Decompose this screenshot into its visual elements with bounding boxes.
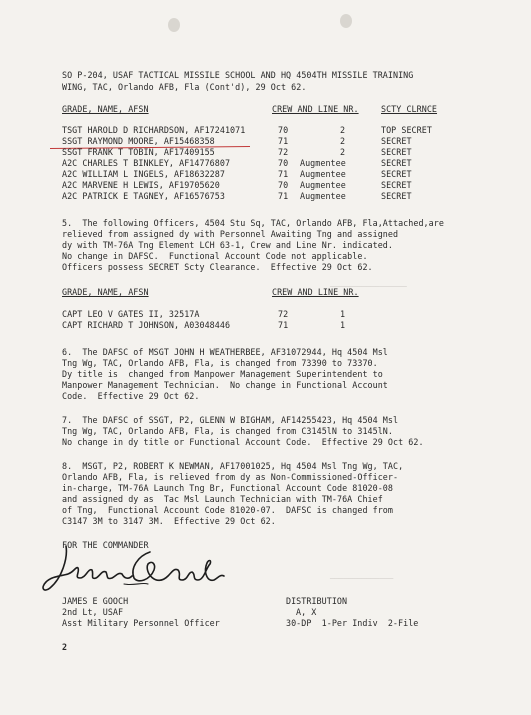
row-name: TSGT HAROLD D RICHARDSON, AF17241071	[62, 125, 246, 135]
signer-title: Asst Military Personnel Officer	[62, 618, 220, 628]
row-name: CAPT LEO V GATES II, 32517A	[62, 309, 200, 319]
row-name: CAPT RICHARD T JOHNSON, A03048446	[62, 320, 231, 330]
row-crew: 70	[278, 158, 289, 168]
row-crew: 70	[278, 125, 289, 135]
row-scty: SECRET	[381, 147, 412, 157]
row-crew: 72	[278, 309, 289, 319]
table1-header-crew: CREW AND LINE NR.	[272, 104, 359, 114]
table2-header-name: GRADE, NAME, AFSN	[62, 287, 149, 297]
para5-line: dy with TM-76A Tng Element LCH 63-1, Crew and Line Nr. indicated.	[62, 240, 393, 250]
row-name: SSGT FRANK T TOBIN, AF17409155	[62, 147, 215, 157]
distribution-line-2: 30-DP 1-Per Indiv 2-File	[286, 618, 419, 628]
para8-line: of Tng, Functional Account Code 81020-07. DAFSC is changed from	[62, 505, 393, 515]
row-line: Augmentee	[300, 169, 346, 179]
distribution-label: DISTRIBUTION	[286, 596, 348, 606]
para8-line: and assigned dy as Tac Msl Launch Technician with TM-76A Chief	[62, 494, 383, 504]
bleed-through-mark: ──────────────	[330, 574, 394, 583]
row-name: A2C MARVENE H LEWIS, AF19705620	[62, 180, 220, 190]
table1-header-name: GRADE, NAME, AFSN	[62, 104, 149, 114]
row-line: 2	[340, 136, 346, 146]
para5-line: Officers possess SECRET Scty Clearance. Effective 29 Oct 62.	[62, 262, 373, 272]
para5-line: 5. The following Officers, 4504 Stu Sq, TAC, Orlando AFB, Fla,Attached,are	[62, 218, 444, 228]
row-line: 2	[340, 125, 346, 135]
para7-line: 7. The DAFSC of SSGT, P2, GLENN W BIGHAM, AF14255423, Hq 4504 Msl	[62, 415, 399, 425]
para6-line: Manpower Management Technician. No change in Functional Account	[62, 380, 388, 390]
para5-line: No change in DAFSC. Functional Account Code not applicable.	[62, 251, 368, 261]
para8-line: in-charge, TM-76A Launch Tng Br, Functional Account Code 81020-08	[62, 483, 393, 493]
row-name: A2C CHARLES T BINKLEY, AF14776807	[62, 158, 231, 168]
para6-line: 6. The DAFSC of MSGT JOHN H WEATHERBEE, AF31072944, Hq 4504 Msl	[62, 347, 388, 357]
para8-line: 8. MSGT, P2, ROBERT K NEWMAN, AF17001025, Hq 4504 Msl Tng Wg, TAC,	[62, 461, 404, 471]
para8-line: C3147 3M to 3147 3M. Effective 29 Oct 62.	[62, 516, 276, 526]
bleed-through-mark: ─────────────────	[330, 282, 407, 291]
row-crew: 70	[278, 180, 289, 190]
row-line: Augmentee	[300, 191, 346, 201]
table2-header-crew: CREW AND LINE NR.	[272, 287, 359, 297]
page-number: 2	[62, 642, 68, 652]
distribution-line-1: A, X	[296, 607, 317, 617]
signer-name: JAMES E GOOCH	[62, 596, 129, 606]
row-scty: SECRET	[381, 169, 412, 179]
for-the-commander: FOR THE COMMANDER	[62, 540, 149, 550]
para7-line: Tng Wg, TAC, Orlando AFB, Fla, is changed from C3145lN to 3145lN.	[62, 426, 393, 436]
signer-rank: 2nd Lt, USAF	[62, 607, 124, 617]
row-crew: 71	[278, 320, 289, 330]
para6-line: Dy title is changed from Manpower Management Superintendent to	[62, 369, 383, 379]
para5-line: relieved from assigned dy with Personnel Awaiting Tng and assigned	[62, 229, 399, 239]
table1-header-scty: SCTY CLRNCE	[381, 104, 438, 114]
row-line: 1	[340, 309, 346, 319]
para8-line: Orlando AFB, Fla, is relieved from dy as Non-Commissioned-Officer-	[62, 472, 399, 482]
row-line: Augmentee	[300, 158, 346, 168]
row-scty: SECRET	[381, 136, 412, 146]
row-crew: 71	[278, 169, 289, 179]
row-crew: 72	[278, 147, 289, 157]
row-line: 1	[340, 320, 346, 330]
para6-line: Code. Effective 29 Oct 62.	[62, 391, 200, 401]
punch-hole	[340, 14, 352, 28]
row-crew: 71	[278, 191, 289, 201]
header-line-2: WING, TAC, Orlando AFB, Fla (Cont'd), 29 Oct 62.	[62, 82, 307, 92]
row-line: Augmentee	[300, 180, 346, 190]
row-scty: TOP SECRET	[381, 125, 432, 135]
punch-hole	[168, 18, 180, 32]
para7-line: No change in dy title or Functional Account Code. Effective 29 Oct 62.	[62, 437, 424, 447]
handwritten-signature	[38, 538, 228, 600]
row-scty: SECRET	[381, 158, 412, 168]
row-name: SSGT RAYMOND MOORE, AF15468358	[62, 136, 215, 146]
row-name: A2C WILLIAM L INGELS, AF18632287	[62, 169, 225, 179]
row-name: A2C PATRICK E TAGNEY, AF16576753	[62, 191, 225, 201]
header-line-1: SO P-204, USAF TACTICAL MISSILE SCHOOL AND HQ 4504TH MISSILE TRAINING	[62, 70, 414, 80]
row-line: 2	[340, 147, 346, 157]
row-scty: SECRET	[381, 180, 412, 190]
row-scty: SECRET	[381, 191, 412, 201]
para6-line: Tng Wg, TAC, Orlando AFB, Fla, is changed from 73390 to 73370.	[62, 358, 378, 368]
row-crew: 71	[278, 136, 289, 146]
